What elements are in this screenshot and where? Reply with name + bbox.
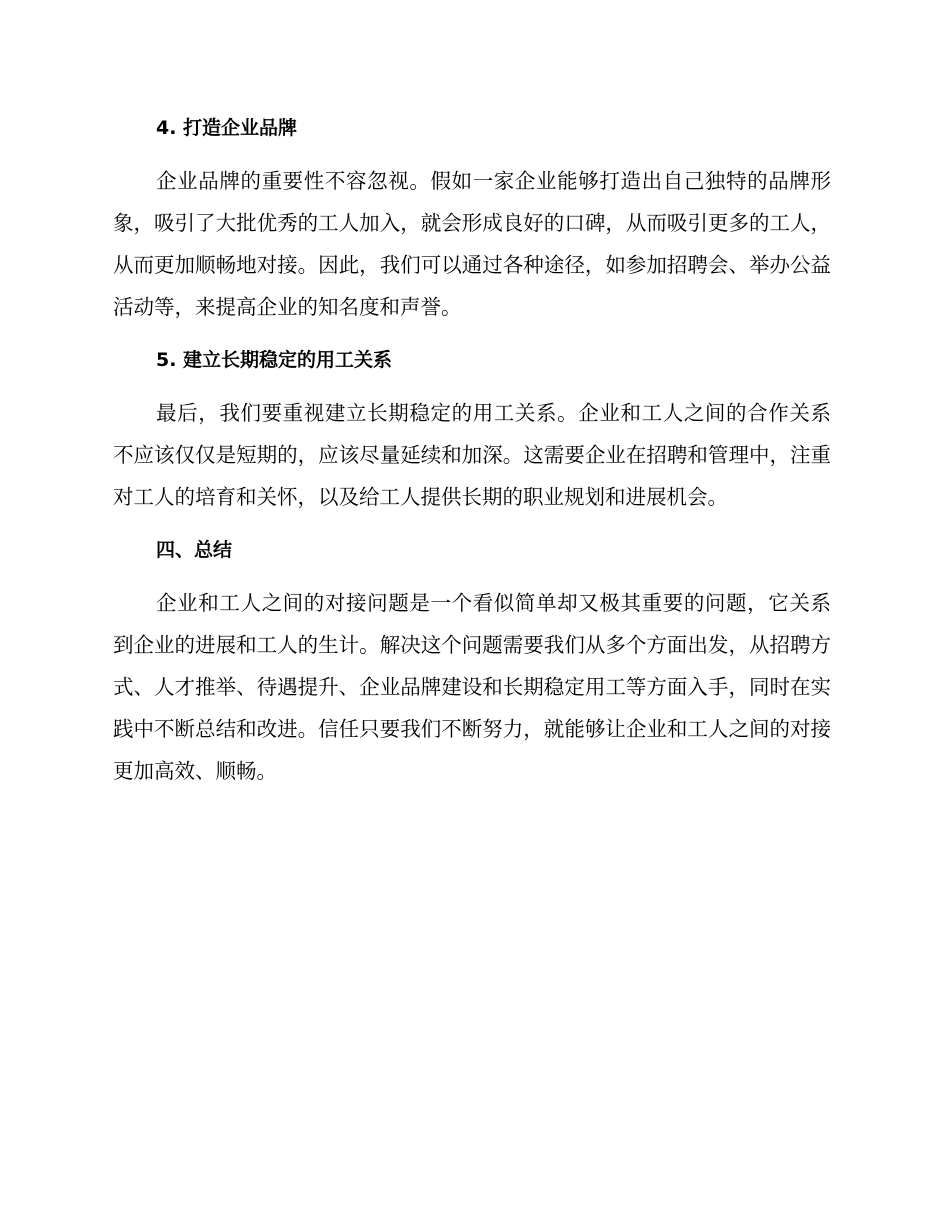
section-paragraph-summary: 企业和工人之间的对接问题是一个看似简单却又极其重要的问题，它关系到企业的进展和工人的生计。解决这个问题需要我们从多个方面出发，从招聘方式、人才推举、待遇提升、企业品牌建设和长期稳定用工等方面入手，同时在实践中不断总结和改进。信任只要我们不断努力，就能够让企业和工人之间的对接更加高效、顺畅。 [113, 591, 831, 783]
section-heading-long-term-employment: 5. 建立长期稳定的用工关系 [156, 349, 393, 371]
section-heading-summary: 四、总结 [156, 539, 233, 561]
document-body [113, 108, 831, 804]
section-paragraph-long-term-employment: 最后，我们要重视建立长期稳定的用工关系。企业和工人之间的合作关系不应该仅仅是短期的，应该尽量延续和加深。这需要企业在招聘和管理中，注重对工人的培育和关怀，以及给工人提供长期的职业规划和进展机会。 [113, 401, 831, 509]
section-heading-brand: 4. 打造企业品牌 [156, 117, 298, 139]
section-paragraph-brand: 企业品牌的重要性不容忽视。假如一家企业能够打造出自己独特的品牌形象，吸引了大批优秀的工人加入，就会形成良好的口碑，从而吸引更多的工人，从而更加顺畅地对接。因此，我们可以通过各种途径，如参加招聘会、举办公益活动等，来提高企业的知名度和声誉。 [113, 169, 831, 319]
